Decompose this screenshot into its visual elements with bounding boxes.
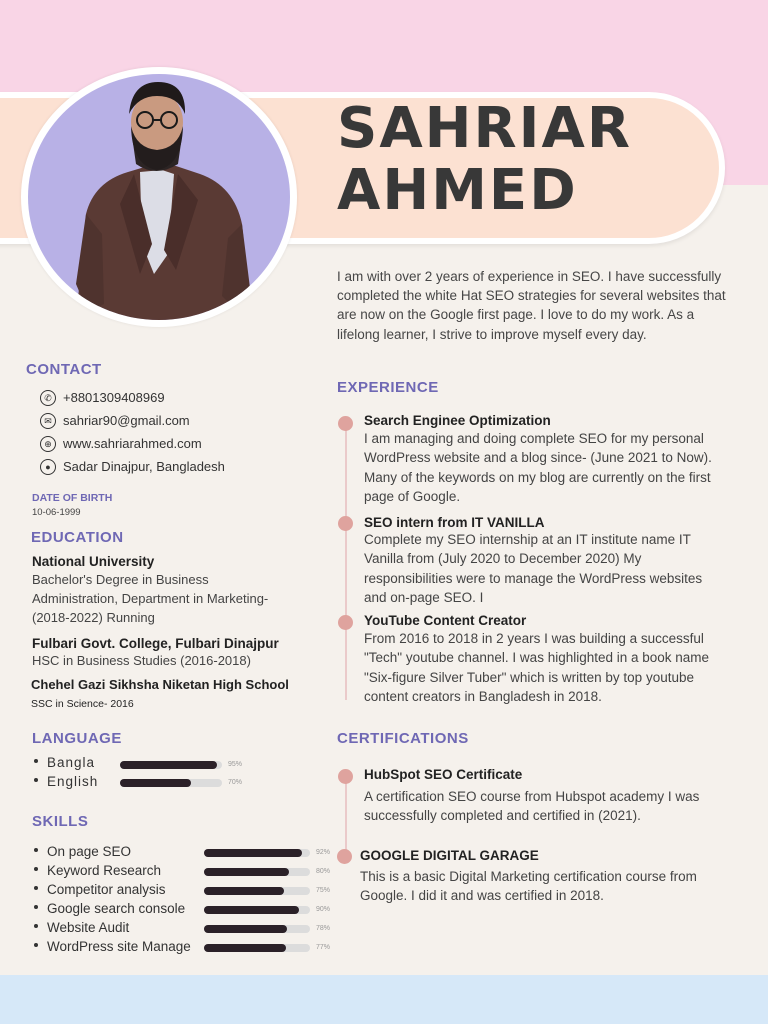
skill-bar-fill [204,868,289,876]
full-name [337,98,632,222]
language-bar [120,761,222,769]
skill-item [34,939,191,957]
contact-heading: CONTACT [26,361,102,378]
skills-heading: SKILLS [32,813,89,830]
language-bar-fill [120,761,217,769]
phone-icon: ✆ [40,390,56,406]
language-item [34,774,98,792]
experience-title-2: SEO intern from IT VANILLA [364,515,545,530]
experience-title-3: YouTube Content Creator [364,613,527,628]
dob-label: DATE OF BIRTH [32,492,113,504]
skill-percent: 90% [316,906,331,913]
certifications-heading: CERTIFICATIONS [337,730,469,747]
certifications-timeline [345,780,347,860]
timeline-dot [338,615,353,630]
timeline-dot [338,769,353,784]
timeline-dot [338,416,353,431]
experience-title-1: Search Enginee Optimization [364,413,551,428]
edu-institution-2: Fulbari Govt. College, Fulbari Dinajpur [32,636,279,651]
skill-bar [204,868,310,876]
language-percent: 95% [228,761,243,768]
skill-name: On page SEO [47,844,132,859]
location-icon: ● [40,459,56,475]
skill-percent: 92% [316,849,331,856]
language-percent: 70% [228,779,243,786]
email-text[interactable]: sahriar90@gmail.com [63,413,190,428]
edu-institution-3: Chehel Gazi Sikhsha Niketan High School [31,677,289,692]
edu-detail-2: HSC in Business Studies (2016-2018) [32,653,251,668]
edu-detail-1: Bachelor's Degree in Business Administration, Department in Marketing-(2018-2022) Running [32,572,269,625]
education-heading: EDUCATION [31,529,124,546]
skill-percent: 78% [316,925,331,932]
skill-name: Keyword Research [47,863,162,878]
experience-desc-3: From 2016 to 2018 in 2 years I was building a successful "Tech" youtube channel. I was highlighted in a book name "Six-figure Silver Tuber" which is written by top youtube content creators in Bangladesh in 2018. [364,631,710,704]
profile-photo [28,74,290,320]
language-name: English [47,774,99,789]
language-item [34,755,95,773]
bullet-icon [34,943,38,947]
skill-item [34,920,129,938]
skill-bar-fill [204,849,302,857]
edu-detail-3: SSC in Science- 2016 [31,698,134,710]
language-bar-fill [120,779,191,787]
skill-bar [204,944,310,952]
bullet-icon [34,886,38,890]
skill-bar [204,887,310,895]
experience-desc-2: Complete my SEO internship at an IT institute name IT Vanilla from (July 2020 to December 2020) My responsibilities were to manage the WordPress websites and on-page SEO. I [364,532,703,605]
certification-desc-2: This is a basic Digital Marketing certification course from Google. I did it and was certified in 2018. [360,869,697,904]
location-text: Sadar Dinajpur, Bangladesh [63,459,225,474]
bullet-icon [34,905,38,909]
website-text[interactable]: www.sahriarahmed.com [63,436,202,451]
timeline-dot [338,516,353,531]
timeline-dot [337,849,352,864]
bottom-band [0,975,768,1024]
phone-text: +8801309408969 [63,390,165,405]
edu-institution-1: National University [32,554,155,569]
profile-summary: I am with over 2 years of experience in SEO. I have successfully completed the white Hat SEO strategies for several websites that are now on the Google first page. I love to do my work. As a lifelong learner, I strive to improve myself every day. [337,269,726,342]
certification-desc-1: A certification SEO course from Hubspot academy I was successfully completed and certified in (2021). [364,789,700,824]
language-bar [120,779,222,787]
skill-percent: 77% [316,944,331,951]
certification-title-1: HubSpot SEO Certificate [364,767,523,782]
language-heading: LANGUAGE [32,730,122,747]
skill-name: Competitor analysis [47,882,166,897]
experience-heading: EXPERIENCE [337,379,439,396]
skill-percent: 75% [316,887,331,894]
contact-website[interactable] [40,436,202,454]
contact-email[interactable] [40,413,190,431]
globe-icon: ⊕ [40,436,56,452]
dob-value: 10-06-1999 [32,507,81,518]
first-name: SAHRIAR [337,96,632,161]
skill-bar [204,849,310,857]
contact-location [40,459,225,477]
skill-name: Google search console [47,901,186,916]
skill-bar-fill [204,906,299,914]
certification-title-2: GOOGLE DIGITAL GARAGE [360,848,539,863]
skill-item [34,882,166,900]
skill-item [34,844,131,862]
bullet-icon [34,924,38,928]
language-name: Bangla [47,755,96,770]
bullet-icon [34,778,38,782]
bullet-icon [34,759,38,763]
skill-bar [204,925,310,933]
experience-timeline [345,424,347,700]
last-name: AHMED [337,158,578,223]
contact-phone [40,390,165,408]
experience-desc-1: I am managing and doing complete SEO for my personal WordPress website and a blog since- (June 2021 to Now). Many of the keywords on my blog are currently on the first page of Google. [364,431,712,504]
skill-item [34,863,161,881]
skill-percent: 80% [316,868,331,875]
bullet-icon [34,848,38,852]
skill-bar-fill [204,925,287,933]
skill-name: WordPress site Manage [47,939,191,954]
mail-icon: ✉ [40,413,56,429]
skill-bar-fill [204,887,284,895]
skill-bar [204,906,310,914]
bullet-icon [34,867,38,871]
skill-bar-fill [204,944,286,952]
skill-item [34,901,185,919]
skill-name: Website Audit [47,920,130,935]
